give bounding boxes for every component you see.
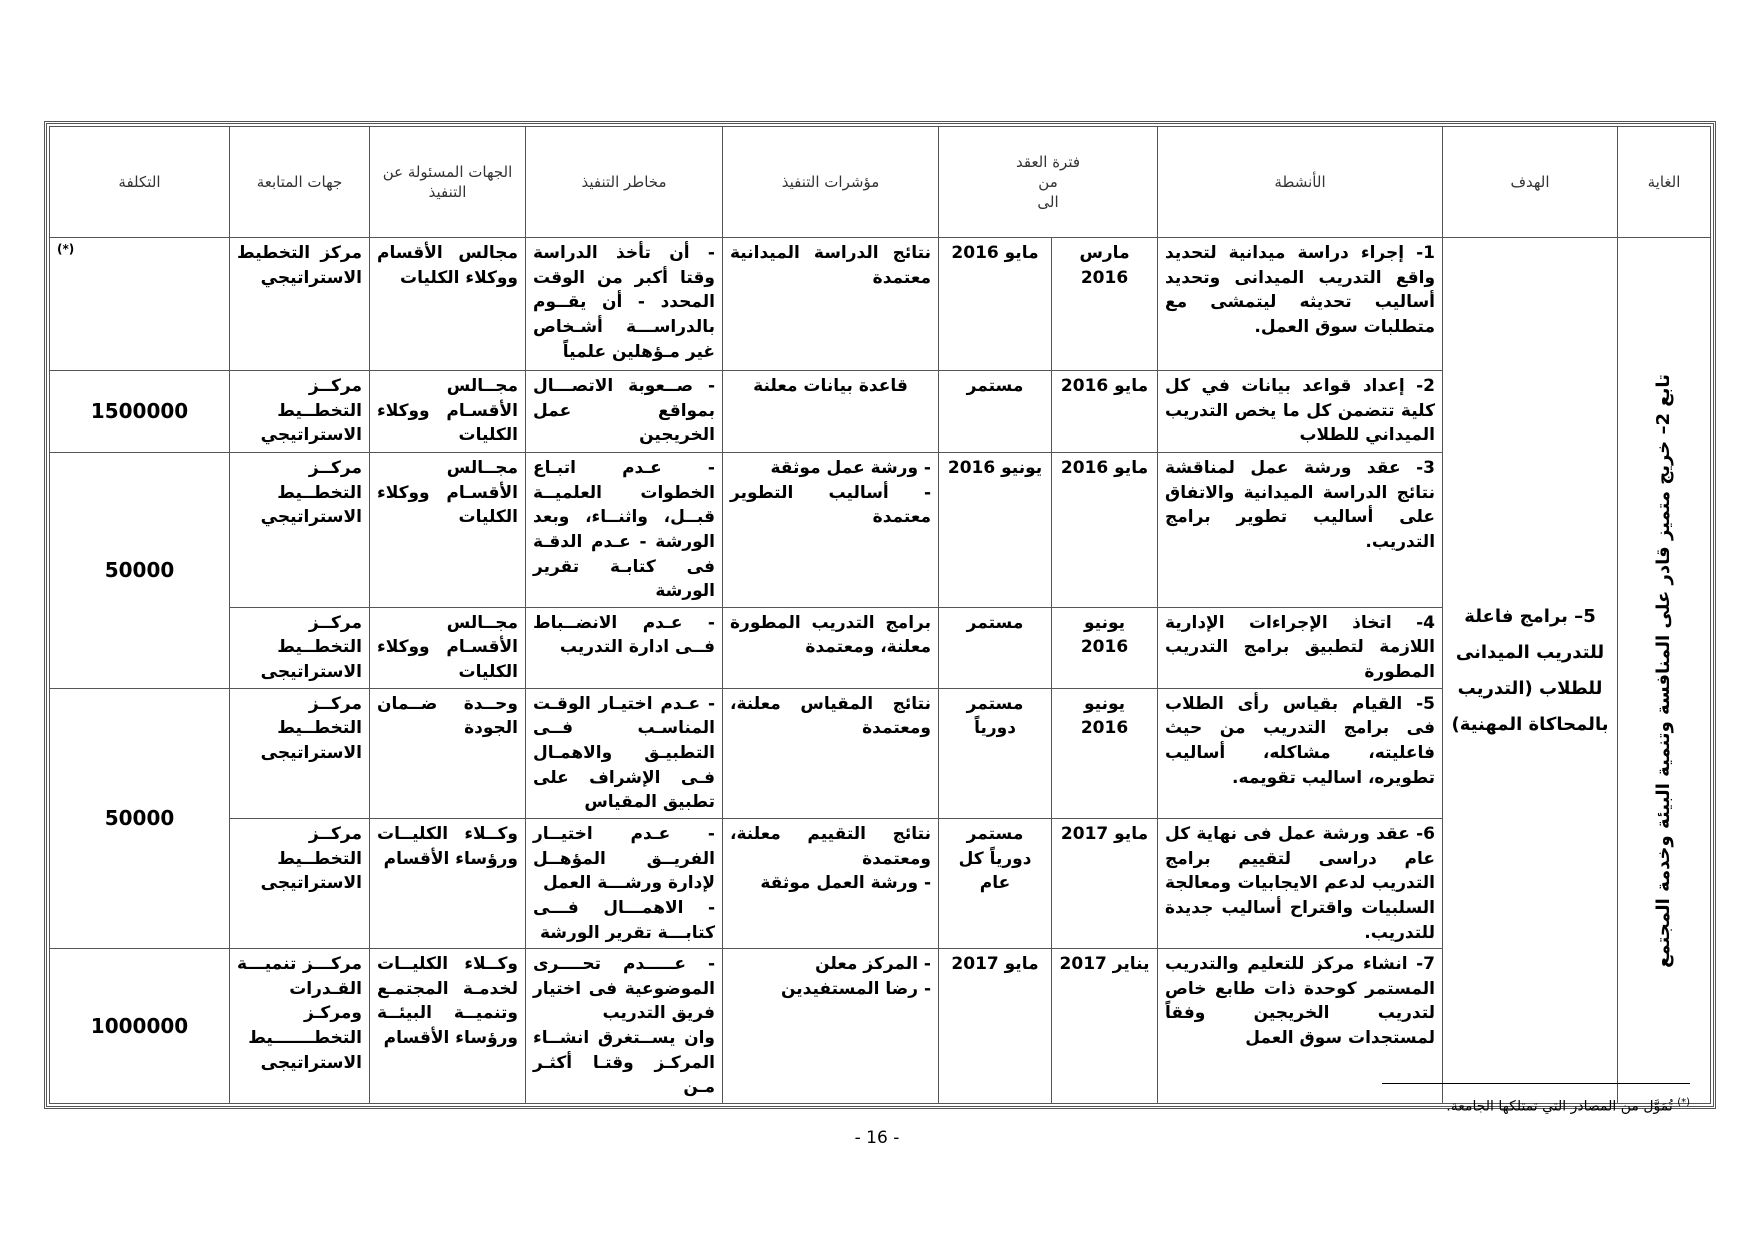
goal-cell: 5– برامج فاعلة للتدريب الميدانى للطلاب (التدريب بالمحاكاة المهنية) <box>1443 238 1618 1104</box>
indicators-cell: برامج التدريب المطورة معلنة، ومعتمدة <box>723 607 939 688</box>
activity-cell: 2- إعداد قواعد بيانات في كل كلية تتضمن كل ما يخص التدريب الميداني للطلاب <box>1158 371 1443 453</box>
cost-cell: 50000 <box>50 688 230 948</box>
period-from-cell: يونيو 2016 <box>1052 688 1158 818</box>
activity-cell: 6- عقد ورشة عمل فى نهاية كل عام دراسى لتقييم برامج التدريب لدعم الايجابيات ومعالجة السلبيات واقتراح أساليب جديدة للتدريب. <box>1158 818 1443 948</box>
risks-cell: - أن تأخذ الدراسة وقتا أكبر من الوقت المحدد - أن يقــوم بالدراســـة أشـخاص غير مـؤهلين علمياً <box>526 238 723 371</box>
responsible-cell: مجــالس الأقسـام ووكلاء الكليات <box>370 453 526 608</box>
header-responsible: الجهات المسئولة عن التنفيذ <box>370 127 526 238</box>
period-to-cell: مستمر دورياً <box>939 688 1052 818</box>
period-to-cell: مستمر <box>939 607 1052 688</box>
period-to-cell: مستمر دورياً كل عام <box>939 818 1052 948</box>
period-to-cell: مستمر <box>939 371 1052 453</box>
header-cost: التكلفة <box>50 127 230 238</box>
header-period-title: فترة العقد <box>1015 152 1081 171</box>
responsible-cell: مجــالس الأقسـام ووكلاء الكليات <box>370 371 526 453</box>
responsible-cell: وكــلاء الكليــات لخدمـة المجتمـع وتنميــة البيئــة ورؤساء الأقسام <box>370 949 526 1104</box>
indicators-cell: - المركز معلن - رضا المستفيدين <box>723 949 939 1104</box>
header-followup: جهات المتابعة <box>230 127 370 238</box>
cost-cell: (*) <box>50 238 230 371</box>
period-from-cell: يناير 2017 <box>1052 949 1158 1104</box>
table-row <box>50 238 1711 371</box>
activity-cell: 4- اتخاذ الإجراءات الإدارية اللازمة لتطبيق برامج التدريب المطورة <box>1158 607 1443 688</box>
header-period <box>939 127 1158 238</box>
period-to-cell: مايو 2017 <box>939 949 1052 1104</box>
indicators-cell: نتائج المقياس معلنة، ومعتمدة <box>723 688 939 818</box>
period-from-cell: يونيو 2016 <box>1052 607 1158 688</box>
risks-cell: - عـــــدم تحــــرى الموضوعية فى اختيار فريق التدريب وان يســتغرق انشــاء المركـز وقتـا أكثـر مـن <box>526 949 723 1104</box>
period-from-cell: مارس 2016 <box>1052 238 1158 371</box>
indicators-cell: نتائج التقييم معلنة، ومعتمدة - ورشة العمل موثقة <box>723 818 939 948</box>
footnote <box>1446 1097 1690 1115</box>
indicators-cell: قاعدة بيانات معلنة <box>723 371 939 453</box>
responsible-cell: وحــدة ضــمان الجودة <box>370 688 526 818</box>
header-indicators: مؤشرات التنفيذ <box>723 127 939 238</box>
followup-cell: مركــز التخطــيط الاستراتيجي <box>230 453 370 608</box>
header-aim: الغاية <box>1618 127 1711 238</box>
indicators-cell: - ورشة عمل موثقة - أساليب التطوير معتمدة <box>723 453 939 608</box>
risks-cell: - صــعوبة الاتصـــال بمواقع عمل الخريجين <box>526 371 723 453</box>
responsible-cell: مجــالس الأقسـام ووكلاء الكليات <box>370 607 526 688</box>
followup-cell: مركــز التخطــيط الاستراتيجى <box>230 688 370 818</box>
period-from-cell: مايو 2017 <box>1052 818 1158 948</box>
footnote-marker: (*) <box>1677 1097 1690 1108</box>
header-risks: مخاطر التنفيذ <box>526 127 723 238</box>
followup-cell: مركــز التخطــيط الاستراتيجى <box>230 818 370 948</box>
strategic-plan-table <box>49 126 1711 1104</box>
followup-cell: مركـــز تنميـــة القـدرات ومركـز التخطـــــــيط الاستراتيجى <box>230 949 370 1104</box>
footnote-text: تُمَوَّل من المصادر التي تمتلكها الجامعة. <box>1446 1098 1673 1115</box>
indicators-cell: نتائج الدراسة الميدانية معتمدة <box>723 238 939 371</box>
risks-cell: - عـدم الانضــباط فــى ادارة التدريب <box>526 607 723 688</box>
risks-cell: - عـدم اتبـاع الخطوات العلميــة قبــل، واثنــاء، وبعد الورشة - عـدم الدقـة فى كتابـة تقرير الورشة <box>526 453 723 608</box>
responsible-cell: مجالس الأقسام ووكلاء الكليات <box>370 238 526 371</box>
aim-text: تابع 2– خريج متميز قادر على المنافسة وتنمية البيئة وخدمة المجتمع <box>1652 373 1674 968</box>
table-header-row <box>50 127 1711 238</box>
cost-cell: 1500000 <box>50 371 230 453</box>
followup-cell: مركز التخطيط الاستراتيجي <box>230 238 370 371</box>
activity-cell: 7- انشاء مركز للتعليم والتدريب المستمر كوحدة ذات طابع خاص لتدريب الخريجين وفقاً لمستجدات سوق العمل <box>1158 949 1443 1104</box>
period-to-cell: مايو 2016 <box>939 238 1052 371</box>
header-period-from: من <box>1038 172 1058 191</box>
activity-cell: 1- إجراء دراسة ميدانية لتحديد واقع التدريب الميدانى وتحديد أساليب تحديثه ليتمشى مع متطلبات سوق العمل. <box>1158 238 1443 371</box>
period-to-cell: يونيو 2016 <box>939 453 1052 608</box>
followup-cell: مركــز التخطــيط الاستراتيجى <box>230 607 370 688</box>
risks-cell: - عـدم اختيــار الفريــق المؤهــل لإدارة ورشـــة العمل - الاهمـــال فـــى كتابـــة تقرير الورشة <box>526 818 723 948</box>
header-activities: الأنشطة <box>1158 127 1443 238</box>
cost-cell: 1000000 <box>50 949 230 1104</box>
activity-cell: 5- القيام بقياس رأى الطلاب فى برامج التدريب من حيث فاعليته، مشاكله، أساليب تطويره، اساليب تقويمه. <box>1158 688 1443 818</box>
header-goal: الهدف <box>1443 127 1618 238</box>
period-from-cell: مايو 2016 <box>1052 371 1158 453</box>
responsible-cell: وكــلاء الكليــات ورؤساء الأقسام <box>370 818 526 948</box>
aim-cell <box>1618 238 1711 1104</box>
period-from-cell: مايو 2016 <box>1052 453 1158 608</box>
header-period-to: الى <box>1037 193 1059 212</box>
followup-cell: مركــز التخطــيط الاستراتيجي <box>230 371 370 453</box>
footnote-divider <box>1382 1083 1690 1084</box>
risks-cell: - عـدم اختيـار الوقـت المناسـب فــى التطبيـق والاهمـال فـى الإشراف على تطبيق المقياس <box>526 688 723 818</box>
activity-cell: 3- عقد ورشة عمل لمناقشة نتائج الدراسة الميدانية والاتفاق على أساليب تطوير برامج التدريب. <box>1158 453 1443 608</box>
page-number: - 16 - <box>854 1128 900 1148</box>
cost-cell: 50000 <box>50 453 230 689</box>
